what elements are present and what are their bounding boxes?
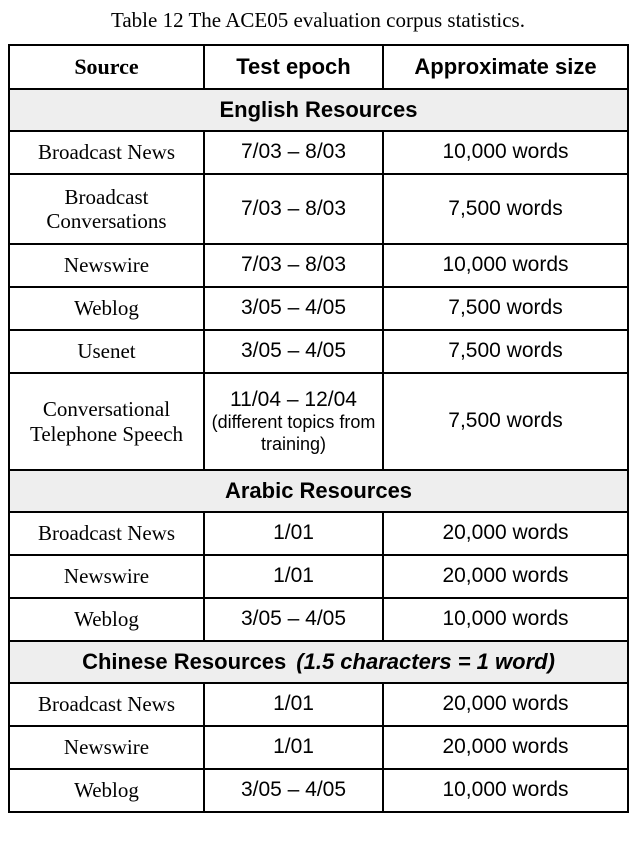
table-row	[9, 769, 628, 812]
column-header-approximate-size: Approximate size	[383, 45, 628, 89]
source-cell: Broadcast News	[9, 131, 204, 174]
table-row	[9, 330, 628, 373]
section-header	[9, 641, 628, 683]
corpus-statistics-table	[8, 44, 629, 813]
table-row	[9, 683, 628, 726]
epoch-cell: 1/01	[204, 512, 383, 555]
source-cell: Broadcast Conversations	[9, 174, 204, 244]
epoch-cell: 3/05 – 4/05	[204, 769, 383, 812]
size-cell: 10,000 words	[383, 244, 628, 287]
epoch-cell: 7/03 – 8/03	[204, 174, 383, 244]
epoch-cell: 3/05 – 4/05	[204, 330, 383, 373]
section-row-chinese	[9, 641, 628, 683]
size-cell: 7,500 words	[383, 287, 628, 330]
section-row-english	[9, 89, 628, 131]
size-cell: 7,500 words	[383, 174, 628, 244]
table-caption: Table 12 The ACE05 evaluation corpus statistics.	[111, 8, 525, 32]
epoch-cell: 1/01	[204, 555, 383, 598]
source-cell: Weblog	[9, 287, 204, 330]
table-row	[9, 174, 628, 244]
table-row	[9, 373, 628, 470]
table-row	[9, 131, 628, 174]
epoch-value: 11/04 – 12/04	[230, 387, 357, 411]
table-row	[9, 244, 628, 287]
epoch-cell: 1/01	[204, 726, 383, 769]
epoch-cell: 1/01	[204, 683, 383, 726]
epoch-cell: 3/05 – 4/05	[204, 598, 383, 641]
source-cell: Newswire	[9, 555, 204, 598]
section-note: (1.5 characters = 1 word)	[296, 649, 555, 675]
epoch-cell: 7/03 – 8/03	[204, 244, 383, 287]
epoch-cell	[204, 373, 383, 470]
section-row-arabic	[9, 470, 628, 512]
size-cell: 10,000 words	[383, 131, 628, 174]
epoch-note: (different topics from training)	[211, 411, 376, 454]
source-cell: Weblog	[9, 769, 204, 812]
source-cell: Weblog	[9, 598, 204, 641]
table-row	[9, 555, 628, 598]
section-header	[9, 470, 628, 512]
section-title: Arabic Resources	[224, 478, 413, 504]
column-header-source: Source	[9, 45, 204, 89]
size-cell: 10,000 words	[383, 598, 628, 641]
epoch-cell: 7/03 – 8/03	[204, 131, 383, 174]
source-cell: Usenet	[9, 330, 204, 373]
size-cell: 20,000 words	[383, 683, 628, 726]
source-cell: Newswire	[9, 244, 204, 287]
section-title: Chinese Resources	[82, 649, 287, 675]
column-header-test-epoch: Test epoch	[204, 45, 383, 89]
size-cell: 10,000 words	[383, 769, 628, 812]
source-cell: Broadcast News	[9, 512, 204, 555]
section-header	[9, 89, 628, 131]
size-cell: 7,500 words	[383, 330, 628, 373]
table-row	[9, 598, 628, 641]
size-cell: 20,000 words	[383, 555, 628, 598]
table-row	[9, 726, 628, 769]
source-cell: Newswire	[9, 726, 204, 769]
size-cell: 20,000 words	[383, 726, 628, 769]
table-row	[9, 512, 628, 555]
epoch-cell: 3/05 – 4/05	[204, 287, 383, 330]
header-row	[9, 45, 628, 89]
section-title: English Resources	[219, 97, 418, 123]
table-row	[9, 287, 628, 330]
source-cell: Conversational Telephone Speech	[9, 373, 204, 470]
size-cell: 7,500 words	[383, 373, 628, 470]
size-cell: 20,000 words	[383, 512, 628, 555]
source-cell: Broadcast News	[9, 683, 204, 726]
